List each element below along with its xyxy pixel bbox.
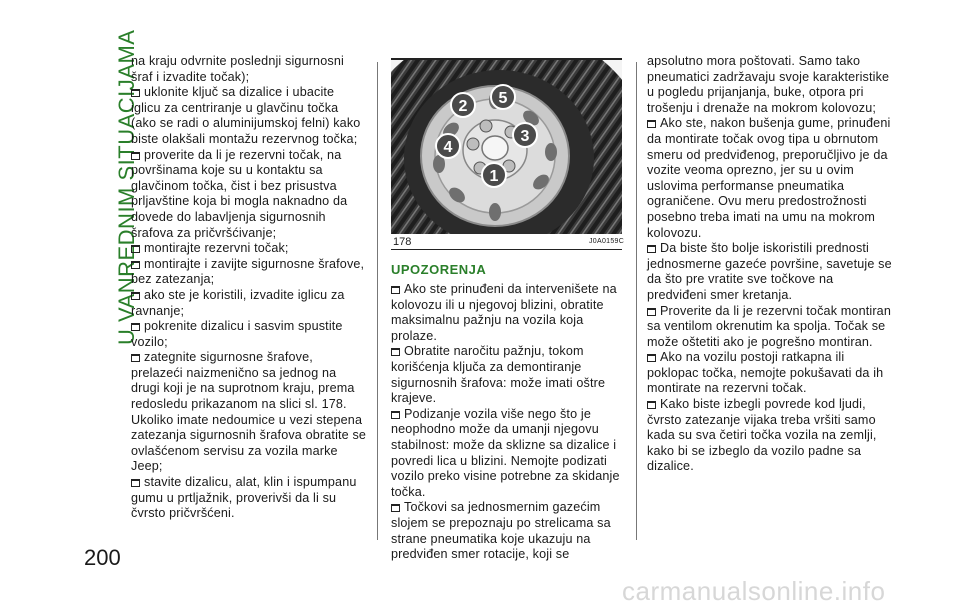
paragraph-text: Ako ste, nakon bušenja gume, prinuđeni da montirate točak ovog tipa u obrnutom smeru od predviđenog, preporučljivo je da vozite veoma oprezno, jer su u ovim uslovima performanse pneumatika ograničene. Ovu meru predostrožnosti posebno treba imati na umu na mokrom kolovozu. [647,116,891,240]
callout-label-2: 2 [458,98,468,115]
checkbox-bullet-icon [391,286,400,294]
watermark: carmanualsonline.info [622,576,886,606]
figure-code: J0A0159C [589,238,625,245]
checkbox-bullet-icon [131,261,140,269]
text-column-3 [647,54,893,475]
paragraph-text: na kraju odvrnite poslednji sigurnosni šraf i izvadite točak); [131,54,344,84]
paragraph-text: Da biste što bolje iskoristili prednosti jednosmerne gazeće površine, savetuje se da što pre vratite sve točkove na predviđeni smer kretanja. [647,241,892,302]
callout-label-1: 1 [489,168,499,185]
bullet-item [391,500,623,562]
checkbox-bullet-icon [131,479,140,487]
paragraph-text: Ako na vozilu postoji ratkapna ili poklopac točka, nemojte pokušavati da ih montirate na rezervni točak. [647,350,884,396]
paragraph-text: uklonite ključ sa dizalice i ubacite iglicu za centriranje u glavčinu točka (ako se radi o aluminijumskoj felni) kako biste olakšali montažu rezervnog točka; [131,85,361,146]
bullet-item [391,282,623,344]
paragraph-text: Kako biste izbegli povrede kod ljudi, čvrsto zatezanje vijaka treba vršiti samo kada su sva četiri točka vozila na zemlji, kako bi se izbeglo da vozilo padne sa dizalice. [647,397,877,474]
bullet-item [131,148,367,242]
bullet-item [647,241,893,303]
text-column-2 [391,282,623,563]
bullet-item [131,475,367,522]
checkbox-bullet-icon [647,120,656,128]
warning-heading: UPOZORENJA [391,262,487,277]
checkbox-bullet-icon [647,245,656,253]
wheel-illustration [391,60,622,234]
bullet-item [131,85,367,147]
callout-label-5: 5 [498,90,508,107]
paragraph [131,54,367,85]
paragraph-text: ako ste je koristili, izvadite iglicu za ravnanje; [131,287,345,318]
paragraph-text: montirajte i zavijte sigurnosne šrafove, bez zatezanja; [131,256,365,287]
paragraph-text: zategnite sigurnosne šrafove, prelazeći naizmenično sa jednog na drugi koji je na suprotnom kraju, prema redosledu prikazanom na slici sl. 178. Ukoliko imate nedoumice u vezi stepena zatezanja sigurnosnih šrafova obratite se ovlašćenom servisu za vozila marke Jeep; [131,350,367,474]
checkbox-bullet-icon [131,152,140,160]
paragraph-text: apsolutno mora poštovati. Samo tako pneumatici zadržavaju svoje karakteristike u pogledu prijanjanja, buke, otpora pri trošenju i drenaže na mokrom kolovozu; [647,54,890,115]
figure-caption-rule [391,249,622,250]
column-divider-left [377,62,378,540]
paragraph [647,54,893,116]
paragraph-text: Obratite naročitu pažnju, tokom korišćenja ključa za demontiranje sigurnosnih šrafova: može imati oštre krajeve. [391,344,606,406]
paragraph-text: stavite dizalicu, alat, klin i ispumpanu gumu u prtljažnik, proverivši da li su čvrsto pričvršćeni. [131,475,357,521]
bullet-item [131,319,367,350]
paragraph-text: pokrenite dizalicu i sasvim spustite vozilo; [131,319,343,349]
checkbox-bullet-icon [131,323,140,331]
section-side-title [80,29,139,345]
paragraph-text: proverite da li je rezervni točak, na površinama koje su u kontaktu sa glavčinom točka, čist i bez prisustva prljavštine koja bi mogla naknadno da dovede do labavljenja sigurnosnih šrafova za pričvršćivanje; [131,147,348,240]
bullet-item [391,407,623,501]
figure-number: 178 [393,236,412,248]
bullet-item [131,350,367,475]
bullet-item [131,288,367,319]
bullet-item [131,241,367,257]
paragraph-text: Ako ste prinuđeni da intervenišete na kolovozu ili u njegovoj blizini, obratite maksimalnu pažnju na vozila koja prolaze. [391,282,617,343]
checkbox-bullet-icon [647,401,656,409]
bullet-item [647,116,893,241]
bullet-item [647,397,893,475]
checkbox-bullet-icon [391,411,400,419]
section-side-title-text: U VANREDNIM SITUACIJAMA [114,29,139,345]
paragraph-text: montirajte rezervni točak; [144,241,289,256]
checkbox-bullet-icon [131,245,140,253]
bullet-item [647,304,893,351]
bullet-item [131,257,367,288]
callout-label-3: 3 [520,128,530,145]
bullet-item [647,350,893,397]
checkbox-bullet-icon [647,308,656,316]
text-column-1 [131,54,367,522]
page-number: 200 [84,545,121,570]
checkbox-bullet-icon [131,89,140,97]
column-divider-right [636,62,637,540]
paragraph-text: Proverite da li je rezervni točak montiran sa ventilom okrenutim ka spolja. Točak se može oštetiti ako je pogrešno montiran. [647,303,891,349]
checkbox-bullet-icon [391,504,400,512]
checkbox-bullet-icon [647,354,656,362]
callout-label-4: 4 [443,139,453,156]
paragraph-text: Podizanje vozila više nego što je neophodno može da umanji njegovu stabilnost: može da sklizne sa dizalice i povredi lica u blizini. Nemojte podizati vozilo preko visine potrebne za skidanje točka. [391,406,620,499]
checkbox-bullet-icon [131,292,140,300]
checkbox-bullet-icon [131,354,140,362]
wheel-figure [391,58,622,234]
paragraph-text: Točkovi sa jednosmernim gazećim slojem se prepoznaju po strelicama sa strane pneumatika koje ukazuju na predviđen smer rotacije, koji se [391,500,611,562]
checkbox-bullet-icon [391,348,400,356]
bullet-item [391,344,623,406]
